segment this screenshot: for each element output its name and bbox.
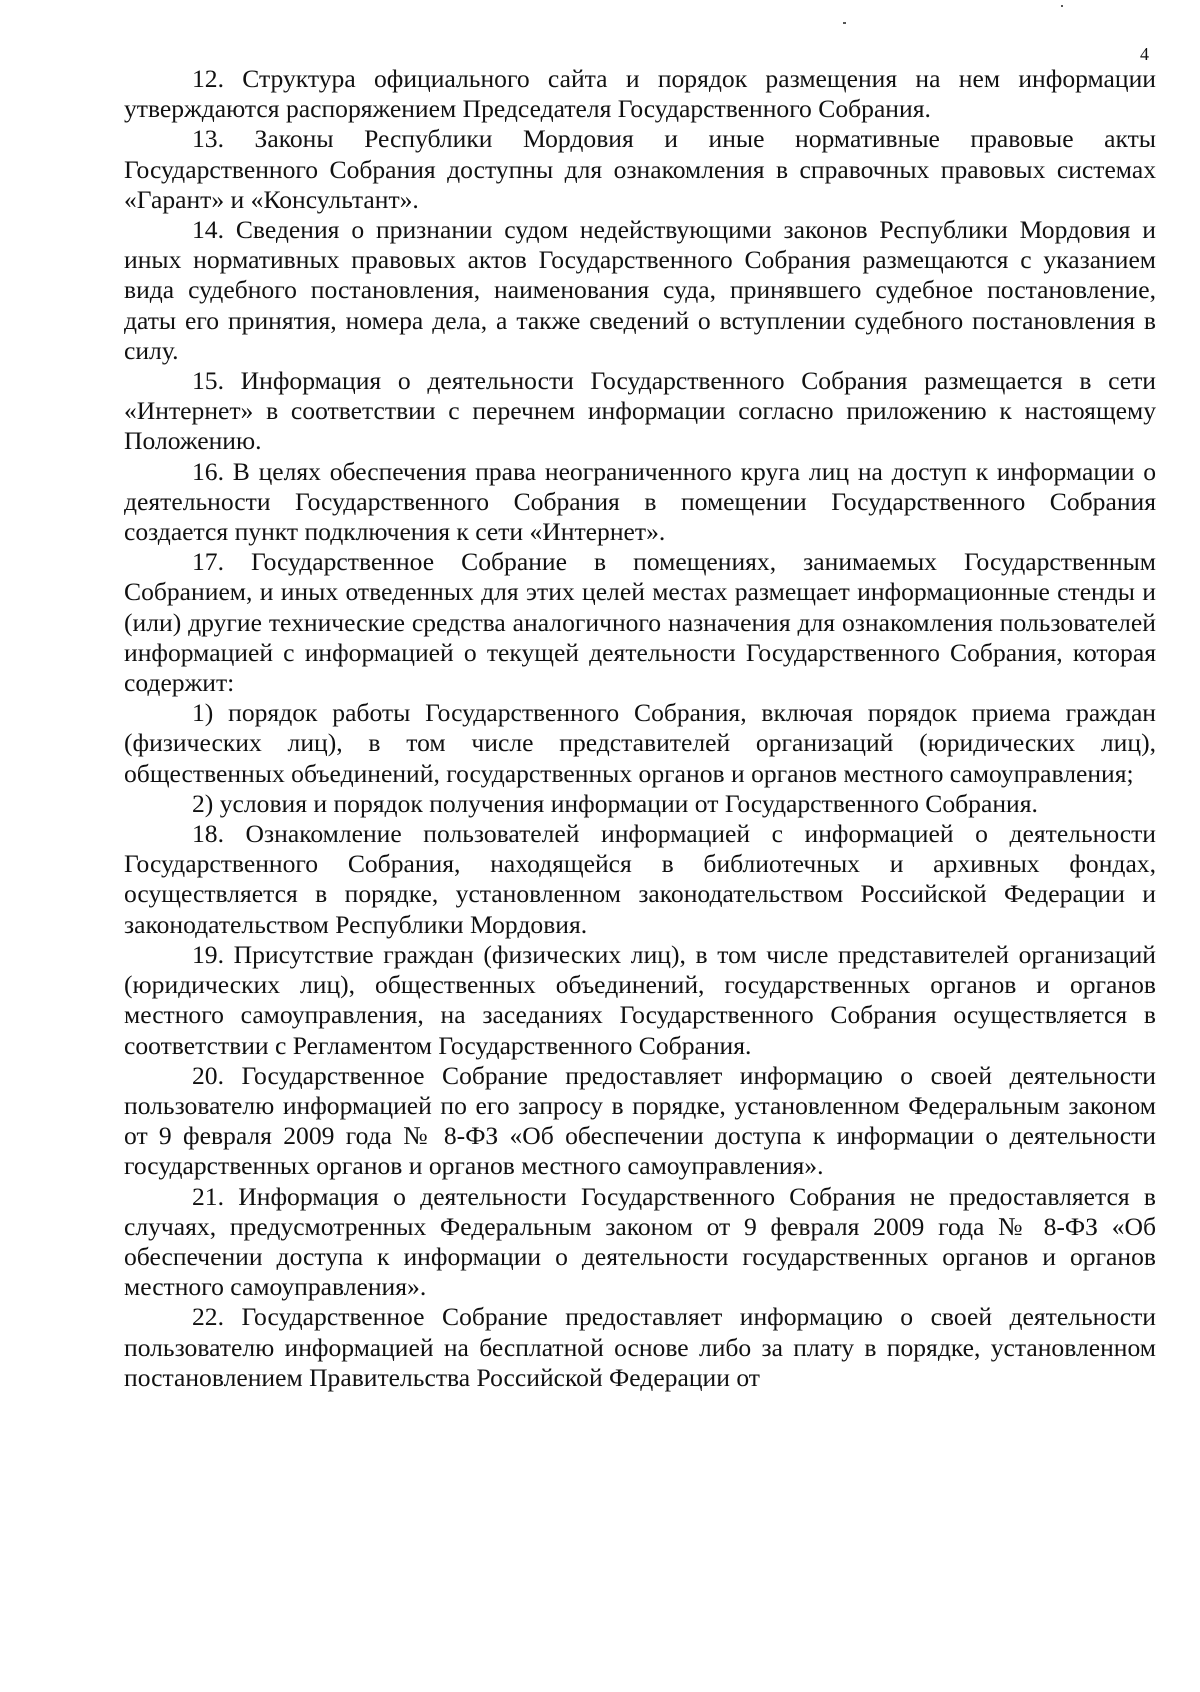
scan-speck	[843, 22, 846, 24]
paragraph-17: 17. Государственное Собрание в помещениях, занимаемых Государственным Собранием, и иных отведенных для этих целей местах размещает информационные стенды и (или) другие технические средства аналогичного назначения для ознакомления пользователей информацией с информацией о текущей деятельности Государственного Собрания, которая содержит:	[124, 547, 1156, 698]
paragraph-22: 22. Государственное Собрание предоставляет информацию о своей деятельности пользователю информацией на бесплатной основе либо за плату в порядке, установленном постановлением Правительства Российской Федерации от	[124, 1302, 1156, 1392]
scan-speck	[1061, 5, 1063, 7]
paragraph-13: 13. Законы Республики Мордовия и иные нормативные правовые акты Государственного Собрания доступны для ознакомления в справочных правовых системах «Гарант» и «Консультант».	[124, 124, 1156, 214]
document-body	[124, 64, 1156, 1393]
paragraph-21: 21. Информация о деятельности Государственного Собрания не предоставляется в случаях, предусмотренных Федеральным законом от 9 февраля 2009 года № 8-ФЗ «Об обеспечении доступа к информации о деятельности государственных органов и органов местного самоуправления».	[124, 1181, 1156, 1302]
paragraph-14: 14. Сведения о признании судом недействующими законов Республики Мордовия и иных нормативных правовых актов Государственного Собрания размещаются с указанием вида судебного постановления, наименования суда, принявшего судебное постановление, даты его принятия, номера дела, а также сведений о вступлении судебного постановления в силу.	[124, 215, 1156, 365]
paragraph-18: 18. Ознакомление пользователей информацией с информацией о деятельности Государственного Собрания, находящейся в библиотечных и архивных фондах, осуществляется в порядке, установленном законодательством Российской Федерации и законодательством Республики Мордовия.	[124, 819, 1156, 939]
list-item-2: 2) условия и порядок получения информации от Государственного Собрания.	[192, 788, 1038, 818]
paragraph-15: 15. Информация о деятельности Государственного Собрания размещается в сети «Интернет» в соответствии с перечнем информации согласно приложению к настоящему Положению.	[124, 366, 1156, 456]
page-number: 4	[1140, 44, 1149, 64]
paragraph-16: 16. В целях обеспечения права неограниченного круга лиц на доступ к информации о деятельности Государственного Собрания в помещении Государственного Собрания создается пункт подключения к сети «Интернет».	[124, 456, 1156, 547]
paragraph-12: 12. Структура официального сайта и порядок размещения на нем информации утверждаются распоряжением Председателя Государственного Собрания.	[124, 64, 1156, 124]
paragraph-19: 19. Присутствие граждан (физических лиц), в том числе представителей организаций (юридических лиц), общественных объединений, государственных органов и органов местного самоуправления, на заседаниях Государственного Собрания осуществляется в соответствии с Регламентом Государственного Собрания.	[124, 939, 1156, 1060]
list-item-1: 1) порядок работы Государственного Собрания, включая порядок приема граждан (физических лиц), в том числе представителей организаций (юридических лиц), общественных объединений, государственных органов и органов местного самоуправления;	[124, 698, 1156, 788]
paragraph-20: 20. Государственное Собрание предоставляет информацию о своей деятельности пользователю информацией по его запросу в порядке, установленном Федеральным законом от 9 февраля 2009 года № 8-ФЗ «Об обеспечении доступа к информации о деятельности государственных органов и органов местного самоуправления».	[124, 1060, 1156, 1181]
